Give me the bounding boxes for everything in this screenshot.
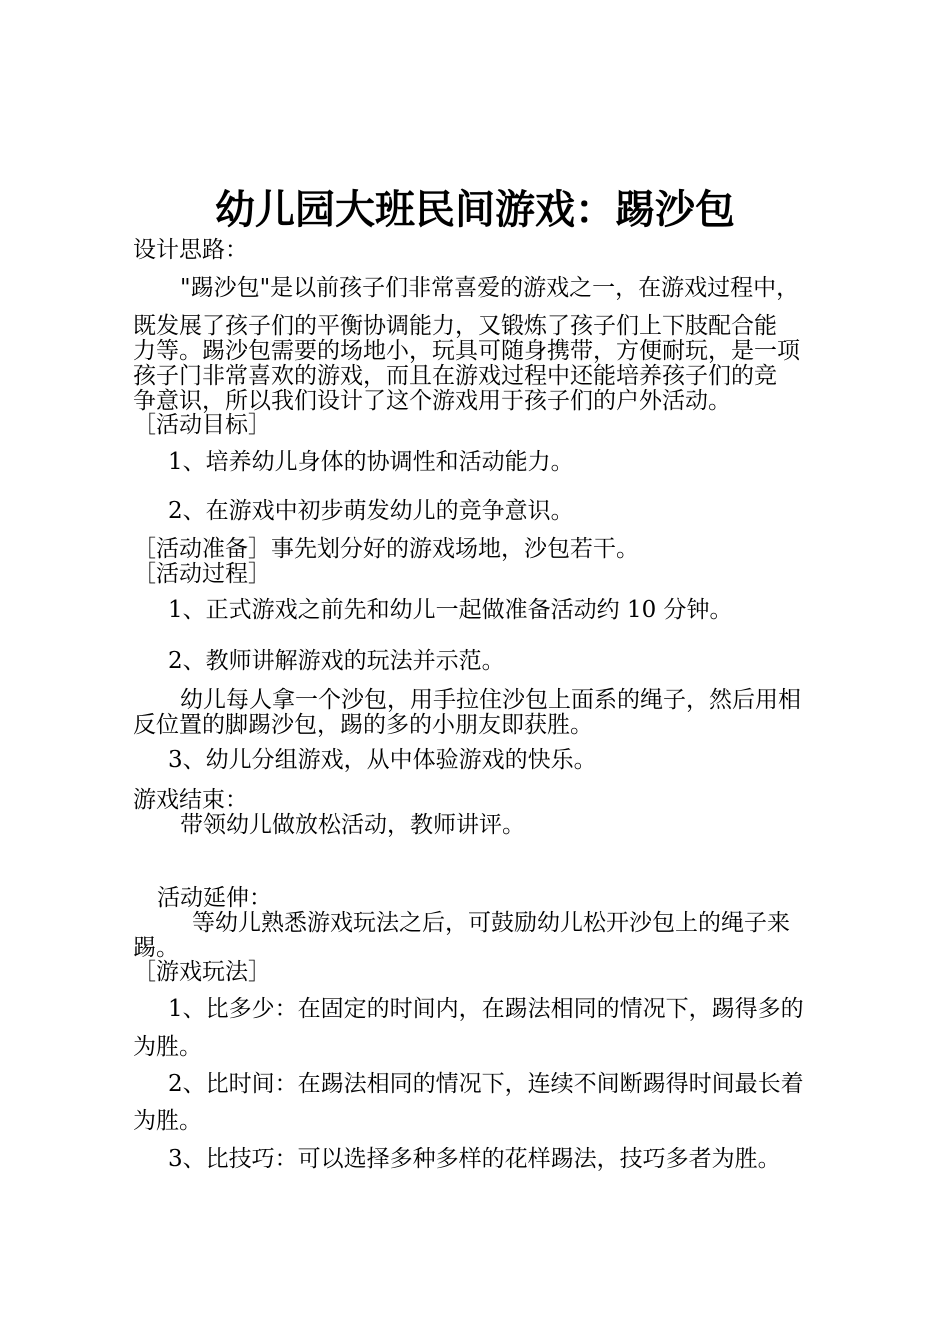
process-item: 3、幼儿分组游戏，从中体验游戏的快乐。: [168, 747, 597, 773]
design-line: 既发展了孩子们的平衡协调能力，又锻炼了孩子们上下肢配合能: [133, 313, 777, 339]
rule-item-continuation: 为胜。: [133, 1034, 202, 1060]
process-detail-line: 幼儿每人拿一个沙包，用手拉住沙包上面系的绳子，然后用相: [180, 687, 801, 713]
rule-item: 1、比多少：在固定的时间内，在踢法相同的情况下，踢得多的: [168, 996, 804, 1022]
process-item: 1、正式游戏之前先和幼儿一起做准备活动约 10 分钟。: [168, 597, 733, 623]
prep-line: ［活动准备］事先划分好的游戏场地，沙包若干。: [133, 536, 639, 562]
design-heading: 设计思路：: [133, 237, 248, 263]
extension-line: 等幼儿熟悉游戏玩法之后，可鼓励幼儿松开沙包上的绳子来: [192, 910, 790, 936]
goal-item: 1、培养幼儿身体的协调性和活动能力。: [168, 449, 574, 475]
design-line: 力等。踢沙包需要的场地小，玩具可随身携带，方便耐玩，是一项: [133, 338, 800, 364]
end-heading: 游戏结束：: [133, 787, 248, 813]
rule-item: 2、比时间：在踢法相同的情况下，连续不间断踢得时间最长着: [168, 1071, 804, 1097]
goals-heading: ［活动目标］: [133, 412, 271, 438]
rule-item-continuation: 为胜。: [133, 1108, 202, 1134]
extension-line: 踢。: [133, 935, 179, 961]
rules-heading: ［游戏玩法］: [133, 959, 271, 985]
process-item: 2、教师讲解游戏的玩法并示范。: [168, 648, 505, 674]
end-text: 带领幼儿做放松活动，教师讲评。: [180, 812, 525, 838]
process-heading: ［活动过程］: [133, 561, 271, 587]
design-line: 争意识，所以我们设计了这个游戏用于孩子们的户外活动。: [133, 388, 731, 414]
rule-item: 3、比技巧：可以选择多种多样的花样踢法，技巧多者为胜。: [168, 1146, 781, 1172]
extension-heading: 活动延伸：: [157, 885, 272, 911]
document-title: 幼儿园大班民间游戏：踢沙包: [215, 186, 735, 233]
design-line: 孩子门非常喜欢的游戏，而且在游戏过程中还能培养孩子们的竞: [133, 363, 777, 389]
process-detail-line: 反位置的脚踢沙包，踢的多的小朋友即获胜。: [133, 712, 593, 738]
design-line: "踢沙包"是以前孩子们非常喜爱的游戏之一，在游戏过程中，: [180, 275, 800, 301]
goal-item: 2、在游戏中初步萌发幼儿的竞争意识。: [168, 498, 574, 524]
